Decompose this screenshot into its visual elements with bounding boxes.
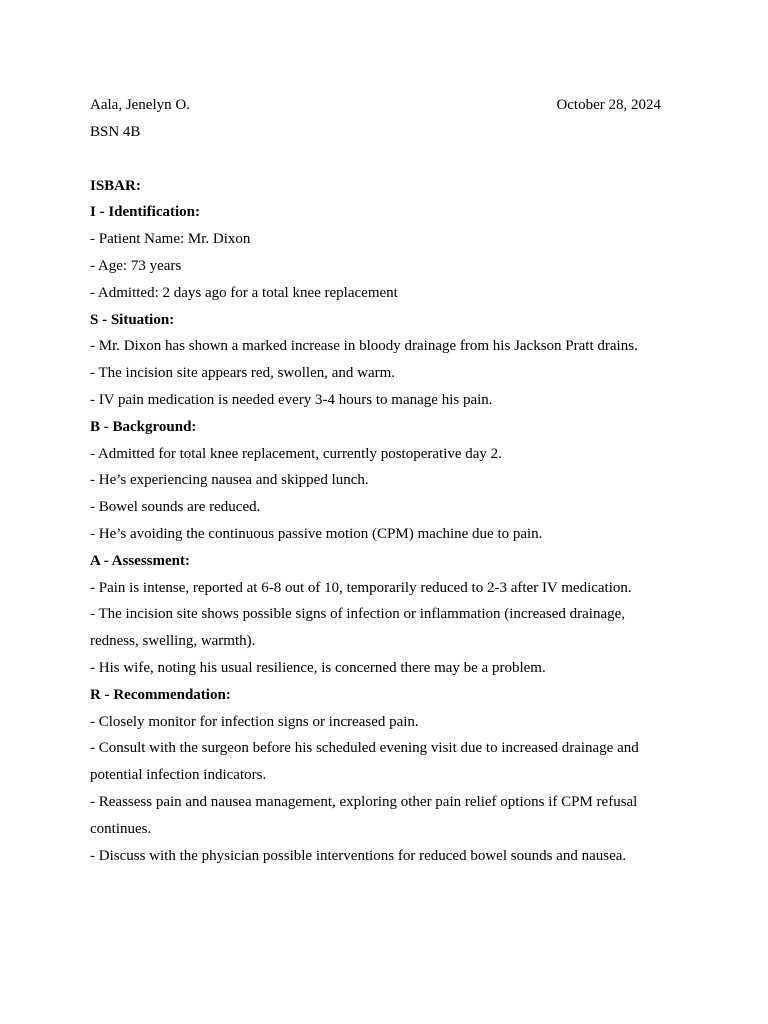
list-item: - Pain is intense, reported at 6-8 out of 10, temporarily reduced to 2-3 after IV medication.	[90, 579, 632, 596]
list-item: - The incision site appears red, swollen, and warm.	[90, 365, 396, 382]
list-item: - The incision site shows possible signs of infection or inflammation (increased drainage, redness, swelling, warmth).	[90, 606, 626, 650]
list-item: - Admitted: 2 days ago for a total knee replacement	[90, 284, 398, 301]
list-item: - IV pain medication is needed every 3-4 hours to manage his pain.	[90, 391, 493, 408]
list-item: - He’s experiencing nausea and skipped lunch.	[90, 472, 369, 489]
student-name: Aala, Jenelyn O.	[90, 97, 190, 113]
list-item: - Discuss with the physician possible interventions for reduced bowel sounds and nausea.	[90, 847, 627, 864]
list-item: - Patient Name: Mr. Dixon	[90, 231, 251, 248]
list-item: - Mr. Dixon has shown a marked increase in bloody drainage from his Jackson Pratt drains.	[90, 338, 638, 355]
recommendation-heading: R - Recommendation:	[90, 686, 231, 703]
list-item: - Bowel sounds are reduced.	[90, 499, 261, 516]
situation-heading: S - Situation:	[90, 311, 175, 328]
background-heading: B - Background:	[90, 418, 197, 435]
list-item: - Admitted for total knee replacement, currently postoperative day 2.	[90, 445, 502, 462]
course-section: BSN 4B	[90, 123, 141, 140]
identification-heading: I - Identification:	[90, 204, 200, 221]
spacer	[90, 146, 661, 173]
list-item: - Reassess pain and nausea management, exploring other pain relief options if CPM refusal continues.	[90, 793, 638, 837]
list-item: - His wife, noting his usual resilience, is concerned there may be a problem.	[90, 659, 546, 676]
list-item: - He’s avoiding the continuous passive motion (CPM) machine due to pain.	[90, 525, 543, 542]
header-row	[90, 92, 661, 119]
list-item: - Closely monitor for infection signs or increased pain.	[90, 713, 419, 730]
document-page	[90, 92, 661, 869]
list-item: - Age: 73 years	[90, 257, 182, 274]
list-item: - Consult with the surgeon before his scheduled evening visit due to increased drainage and potential infection indicators.	[90, 740, 639, 784]
assessment-heading: A - Assessment:	[90, 552, 190, 569]
document-title: ISBAR:	[90, 177, 141, 194]
document-date: October 28, 2024	[556, 97, 661, 113]
